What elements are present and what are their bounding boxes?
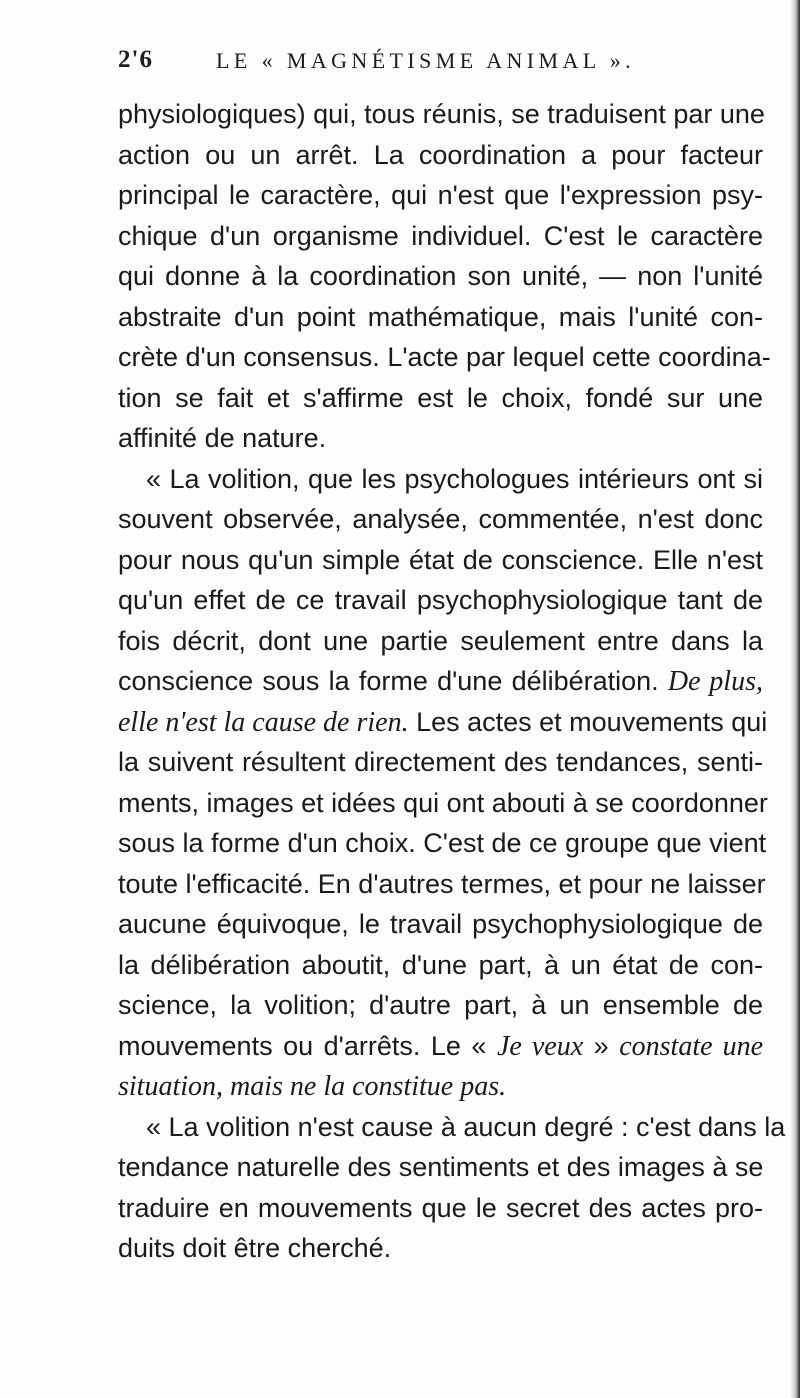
text-segment: chique d'un organisme individuel. C'est le caractère bbox=[118, 220, 763, 251]
text-segment: toute l'efficacité. En d'autres termes, et pour ne laisser bbox=[118, 868, 766, 899]
text-segment: « La volition, que les psychologues intérieurs ont si bbox=[146, 463, 763, 494]
text-segment: abstraite d'un point mathématique, mais l'unité con- bbox=[118, 301, 763, 332]
text-line bbox=[118, 378, 763, 419]
text-line bbox=[118, 783, 768, 824]
text-segment: science, la volition; d'autre part, à un ensemble de bbox=[118, 990, 763, 1020]
text-line bbox=[118, 580, 763, 621]
italic-text: De plus, bbox=[667, 666, 763, 697]
text-line bbox=[118, 702, 768, 743]
text-line bbox=[118, 256, 763, 297]
italic-text: Je veux bbox=[496, 1030, 584, 1062]
text-segment: fois décrit, dont une partie seulement entre dans la bbox=[118, 625, 763, 656]
text-line bbox=[118, 823, 767, 864]
text-line bbox=[118, 1066, 763, 1107]
text-line bbox=[118, 904, 763, 945]
text-line bbox=[118, 742, 763, 783]
text-segment: principal le caractère, qui n'est que l'expression psy- bbox=[118, 180, 763, 210]
text-line bbox=[118, 1026, 763, 1067]
text-segment: aucune équivoque, le travail psychophysiologique de bbox=[118, 909, 763, 939]
text-line bbox=[118, 337, 771, 378]
italic-text: situation, mais ne la constitue pas. bbox=[118, 1071, 507, 1102]
text-segment: qui donne à la coordination son unité, — non l'unité bbox=[118, 261, 763, 291]
text-segment: la délibération aboutit, d'une part, à un état de con- bbox=[118, 949, 763, 980]
text-segment: conscience sous la forme d'une délibération. bbox=[118, 666, 668, 696]
text-segment: ments, images et idées qui ont abouti à se coordonner bbox=[118, 787, 768, 818]
text-line bbox=[118, 297, 763, 338]
text-line bbox=[118, 1107, 786, 1148]
text-line bbox=[118, 499, 763, 540]
text-line bbox=[118, 1228, 763, 1269]
text-segment: la suivent résultent directement des tendances, senti- bbox=[118, 747, 763, 777]
text-line bbox=[118, 661, 763, 702]
text-line bbox=[118, 418, 763, 459]
page-header bbox=[118, 46, 758, 86]
text-segment: souvent observée, analysée, commentée, n'est donc bbox=[118, 504, 763, 534]
italic-text: constate une bbox=[619, 1030, 763, 1062]
text-segment: « La volition n'est cause à aucun degré : c'est dans la bbox=[146, 1111, 786, 1142]
text-segment: affinité de nature. bbox=[118, 423, 327, 453]
text-line bbox=[118, 540, 763, 581]
text-line bbox=[118, 864, 766, 905]
text-segment: sous la forme d'un choix. C'est de ce groupe que vient bbox=[118, 828, 767, 858]
body-text bbox=[118, 94, 786, 1269]
text-segment: action ou un arrêt. La coordination a pour facteur bbox=[118, 139, 763, 170]
text-line bbox=[118, 175, 763, 216]
page-number: 2'6 bbox=[118, 46, 153, 73]
text-line bbox=[118, 621, 763, 662]
text-segment: qu'un effet de ce travail psychophysiologique tant de bbox=[118, 585, 763, 615]
text-segment: » bbox=[583, 1030, 620, 1061]
text-line bbox=[118, 94, 763, 135]
italic-text: elle n'est la cause de rien. bbox=[118, 706, 409, 738]
text-line bbox=[118, 459, 763, 500]
text-segment: duits doit être cherché. bbox=[118, 1233, 392, 1263]
text-segment: physiologiques) qui, tous réunis, se traduisent par une bbox=[118, 99, 765, 129]
text-line bbox=[118, 945, 763, 986]
text-line bbox=[118, 216, 763, 257]
text-segment: mouvements ou d'arrêts. Le « bbox=[118, 1030, 497, 1061]
text-segment: Les actes et mouvements qui bbox=[408, 706, 768, 737]
text-segment: tion se fait et s'affirme est le choix, fondé sur une bbox=[118, 382, 763, 413]
text-line bbox=[118, 135, 763, 176]
text-line bbox=[118, 1188, 763, 1229]
text-segment: traduire en mouvements que le secret des actes pro- bbox=[118, 1192, 763, 1223]
text-segment: tendance naturelle des sentiments et des images à se bbox=[118, 1152, 764, 1182]
text-line bbox=[118, 1147, 763, 1188]
running-title: LE « MAGNÉTISME ANIMAL ». bbox=[216, 48, 635, 73]
page-edge-shadow bbox=[790, 0, 800, 1398]
text-segment: crète d'un consensus. L'acte par lequel cette coordina- bbox=[118, 342, 771, 372]
text-segment: pour nous qu'un simple état de conscience. Elle n'est bbox=[118, 544, 763, 575]
text-line bbox=[118, 985, 763, 1026]
